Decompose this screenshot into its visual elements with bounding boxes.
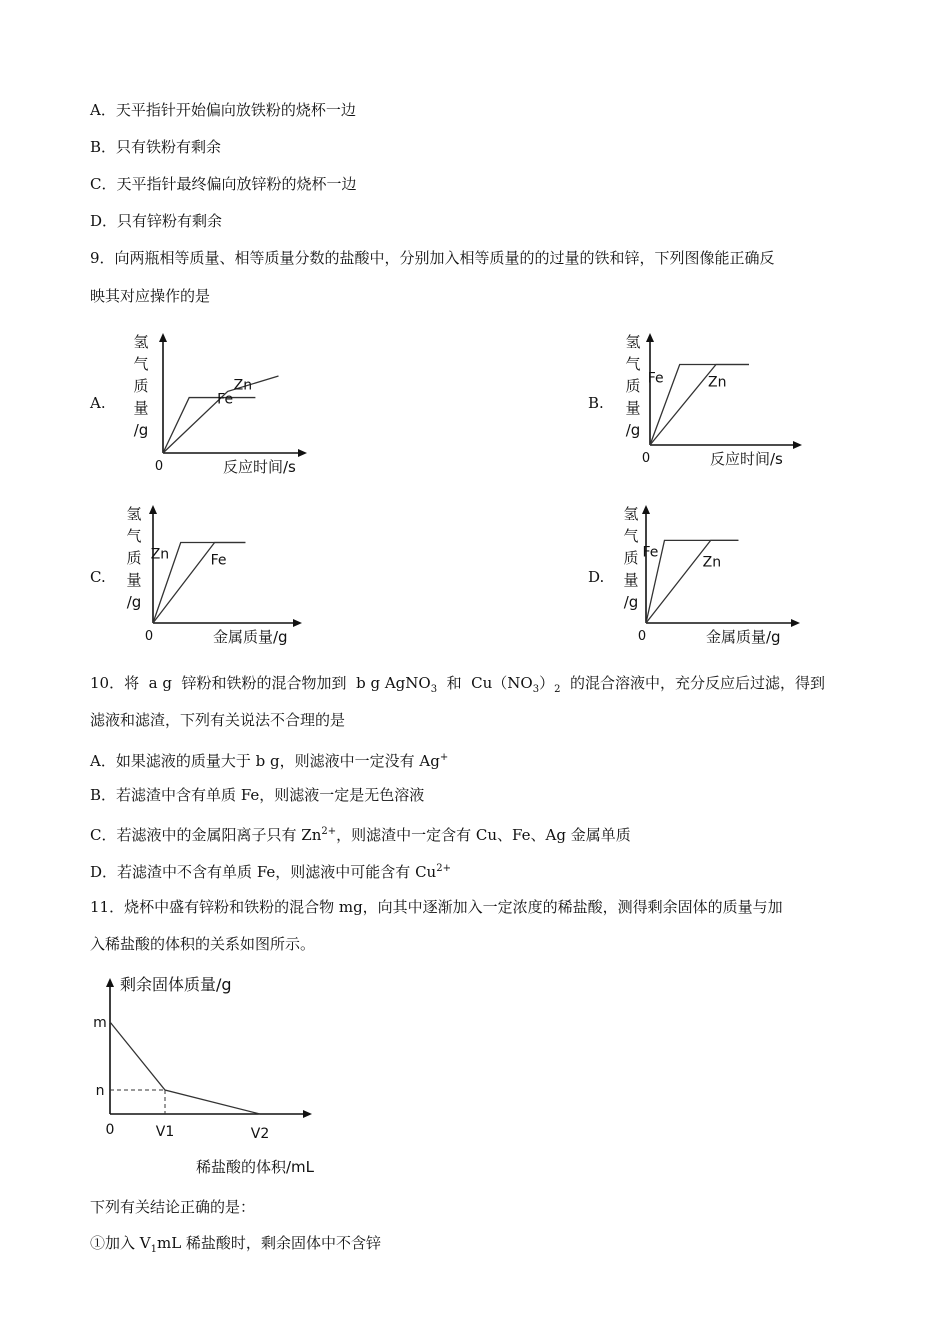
q11-stem-line1: 11．烧杯中盛有锌粉和铁粉的混合物 mg，向其中逐渐加入一定浓度的稀盐酸，测得剩余固体的质量与加 <box>90 898 783 916</box>
q11-graph <box>88 968 348 1178</box>
q9-graph-c-label: C. <box>90 568 106 586</box>
q10-stem-line2: 滤液和滤渣，下列有关说法不合理的是 <box>90 711 346 729</box>
y-axis-label-char: 量 <box>623 571 639 589</box>
y-axis-arrow-icon <box>159 333 167 342</box>
y-axis-arrow-icon <box>106 978 114 987</box>
q10-option-a: A．如果滤液的质量大于 b g，则滤液中一定没有 Ag+ <box>90 752 449 770</box>
origin-label: 0 <box>154 459 164 474</box>
x-axis-label: 金属质量/g <box>706 628 781 646</box>
q10-option-d: D．若滤渣中不含有单质 Fe，则滤液中可能含有 $Cu^{2+}$ <box>90 863 451 881</box>
q11-stem-line2: 入稀盐酸的体积的关系如图所示。 <box>90 935 316 953</box>
q9-stem-line2: 映其对应操作的是 <box>90 287 211 305</box>
series-label-zn: Zn <box>150 546 170 563</box>
origin-label: 0 <box>637 629 647 644</box>
series-label-fe: Fe <box>210 552 227 569</box>
x-axis-arrow-icon <box>303 1110 312 1118</box>
series-line-zn <box>646 540 738 623</box>
series-line-fe <box>647 365 749 446</box>
y-axis-label-char: 氢 <box>133 333 149 351</box>
series-label-fe: Fe <box>642 544 659 561</box>
y-axis-label-char: 质 <box>126 549 142 567</box>
q10-option-c: C．若滤液中的金属阳离子只有 $Zn^{2+}$，则滤渣中一定含有 Cu、Fe、Ag 金属单质 <box>90 826 631 844</box>
series-line-remaining-solid <box>110 1022 260 1114</box>
y-axis-label-char: 气 <box>623 527 639 545</box>
y-axis-label-char: 量 <box>126 571 142 589</box>
x-axis-arrow-icon <box>793 441 802 449</box>
series-label-fe: Fe <box>647 370 664 387</box>
x-tick-v1: V1 <box>155 1124 175 1140</box>
y-axis-label-char: 量 <box>625 399 641 417</box>
q9-stem-line1: 9．向两瓶相等质量、相等质量分数的盐酸中，分别加入相等质量的的过量的铁和锌，下列图像能正确反 <box>90 249 775 267</box>
y-axis-label-char: /g <box>126 593 142 611</box>
series-label-zn: Zn <box>233 377 253 394</box>
q8-option-d: D．只有锌粉有剩余 <box>90 212 223 230</box>
q9-graph-c <box>120 497 310 657</box>
x-tick-0: 0 <box>105 1122 115 1138</box>
y-axis-arrow-icon <box>642 505 650 514</box>
series-label-zn: Zn <box>702 554 722 571</box>
q11-conclusion-prompt: 下列有关结论正确的是： <box>90 1198 256 1216</box>
y-axis-label-char: 氢 <box>623 505 639 523</box>
series-label-zn: Zn <box>708 374 727 391</box>
y-axis-label-char: 质 <box>623 549 639 567</box>
y-axis-arrow-icon <box>149 505 157 514</box>
q10-stem-line1: 10．将 a g 锌粉和铁粉的混合物加到 b g AgNO$_3$ 和 $Cu(NO_3)_2$ 的混合溶液中，充分反应后过滤，得到 <box>90 674 826 695</box>
origin-label: 0 <box>144 629 154 644</box>
y-axis-label-char: /g <box>623 593 639 611</box>
x-axis-label: 反应时间/s <box>223 458 296 476</box>
x-axis-label: 反应时间/s <box>710 450 783 468</box>
q10-option-b: B．若滤渣中含有单质 Fe，则滤液一定是无色溶液 <box>90 786 425 804</box>
q9-graph-b <box>620 325 810 480</box>
series-line-fe <box>646 540 738 623</box>
y-axis-label-char: 量 <box>133 399 149 417</box>
y-axis-label-char: 气 <box>126 527 142 545</box>
y-axis-label-char: 气 <box>133 355 149 373</box>
q11-item-1: ①加入 $V_1mL$ 稀盐酸时，剩余固体中不含锌 <box>90 1234 381 1255</box>
x-axis-arrow-icon <box>298 449 307 457</box>
series-line-fe <box>163 398 255 453</box>
x-axis-arrow-icon <box>791 619 800 627</box>
x-axis-label: 稀盐酸的体积/mL <box>196 1158 315 1176</box>
q9-graph-d-label: D. <box>588 568 605 586</box>
q8-option-c: C．天平指针最终偏向放锌粉的烧杯一边 <box>90 175 357 193</box>
q9-graph-a-label: A. <box>90 394 106 412</box>
y-tick-m: m <box>93 1015 107 1031</box>
q8-option-a: A．天平指针开始偏向放铁粉的烧杯一边 <box>90 101 356 119</box>
y-axis-label-char: 质 <box>133 377 149 395</box>
y-axis-arrow-icon <box>646 333 654 342</box>
y-axis-label-char: /g <box>133 421 149 439</box>
series-line-zn <box>163 376 279 453</box>
origin-label: 0 <box>641 451 651 466</box>
x-axis-arrow-icon <box>293 619 302 627</box>
y-tick-n: n <box>95 1083 105 1099</box>
x-axis-label: 金属质量/g <box>213 628 288 646</box>
q8-option-b: B．只有铁粉有剩余 <box>90 138 222 156</box>
y-axis-label: 剩余固体质量/g <box>120 975 232 994</box>
series-label-fe: Fe <box>217 391 234 408</box>
q9-graph-b-label: B. <box>588 394 604 412</box>
y-axis-label-char: 质 <box>625 377 641 395</box>
y-axis-label-char: /g <box>625 421 641 439</box>
y-axis-label-char: 氢 <box>126 505 142 523</box>
y-axis-label-char: 氢 <box>625 333 641 351</box>
x-tick-v2: V2 <box>250 1126 270 1142</box>
q9-graph-a <box>125 325 315 480</box>
q9-graph-d <box>618 497 808 657</box>
y-axis-label-char: 气 <box>625 355 641 373</box>
